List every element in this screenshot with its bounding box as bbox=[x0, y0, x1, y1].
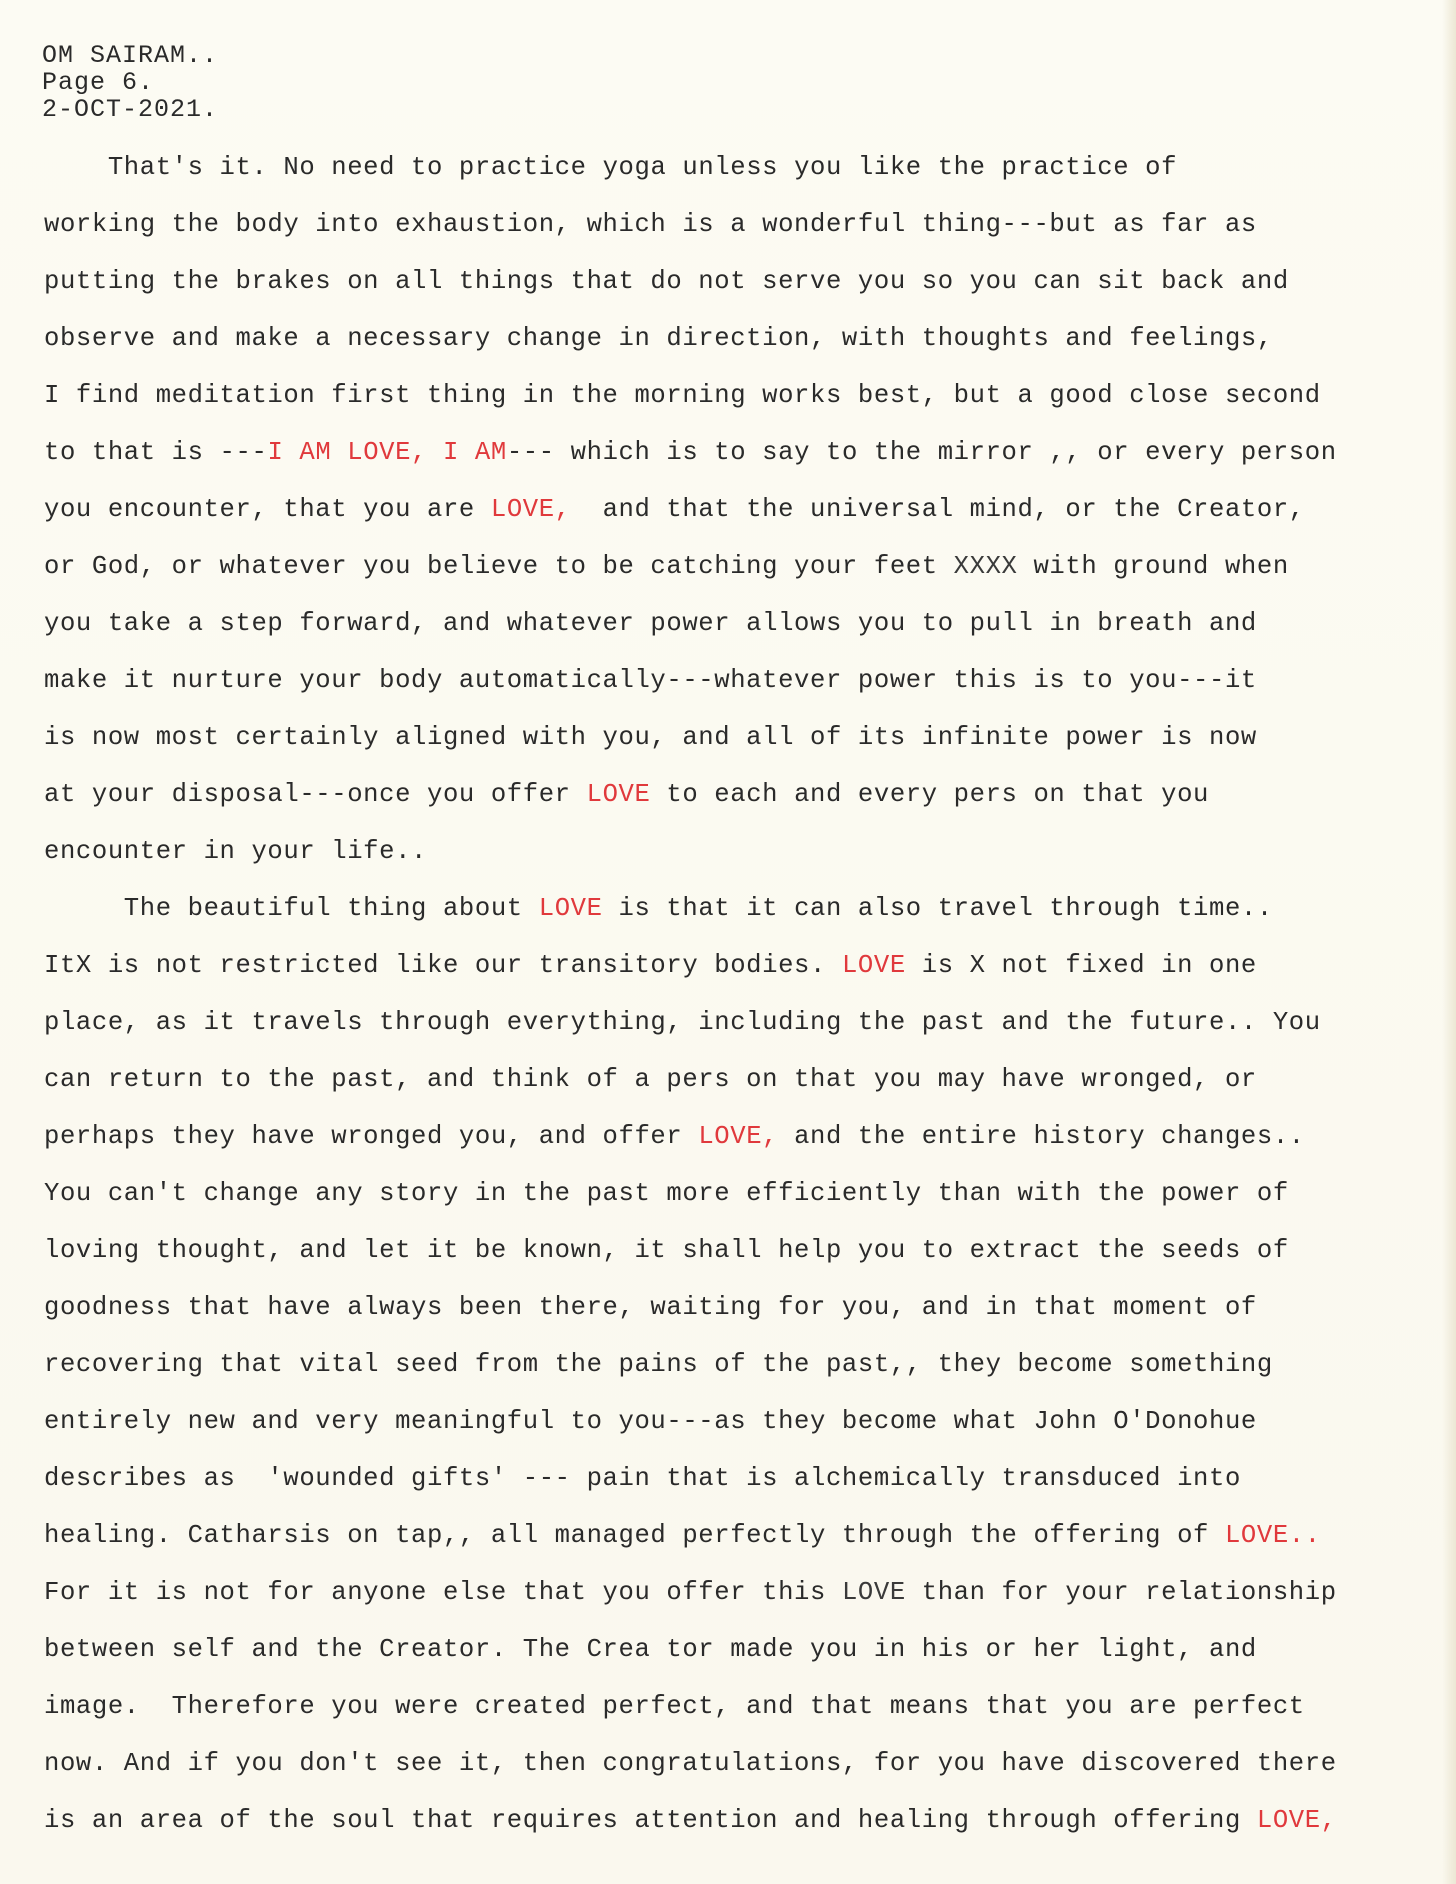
paragraph-indent bbox=[44, 153, 108, 182]
line-text: loving thought, and let it be known, it shall help you to extract the seeds of bbox=[44, 1236, 1289, 1265]
line-text: perhaps they have wronged you, and offer bbox=[44, 1122, 699, 1151]
paragraph-indent bbox=[44, 894, 108, 923]
red-ink-text: LOVE, bbox=[1256, 1806, 1337, 1835]
line-text: can return to the past, and think of a pers on that you may have wronged, or bbox=[44, 1065, 1257, 1094]
line-text: working the body into exhaustion, which is a wonderful thing---but as far as bbox=[44, 210, 1257, 239]
line-text: and the entire history changes.. bbox=[778, 1122, 1305, 1151]
line-text: now. And if you don't see it, then congratulations, for you have discovered there bbox=[44, 1749, 1337, 1778]
line-text: at your disposal---once you offer bbox=[44, 780, 587, 809]
text-line bbox=[44, 1744, 1434, 1801]
text-line bbox=[44, 205, 1434, 262]
line-text: describes as 'wounded gifts' --- pain that is alchemically transduced into bbox=[44, 1464, 1241, 1493]
line-text: recovering that vital seed from the pains of the past,, they become something bbox=[44, 1350, 1273, 1379]
line-text: I find meditation first thing in the morning works best, but a good close second bbox=[44, 381, 1321, 410]
text-line bbox=[44, 775, 1434, 832]
line-text: is X not fixed in one bbox=[905, 951, 1257, 980]
text-line bbox=[44, 490, 1434, 547]
line-text: putting the brakes on all things that do not serve you so you can sit back and bbox=[44, 267, 1289, 296]
paper-edge-shadow bbox=[1442, 0, 1456, 1884]
header-title: OM SAIRAM.. bbox=[42, 41, 219, 70]
text-line bbox=[44, 262, 1434, 319]
text-line bbox=[44, 1516, 1434, 1573]
line-text: entirely new and very meaningful to you---as they become what John O'Donohue bbox=[44, 1407, 1257, 1436]
red-ink-text: LOVE, bbox=[490, 495, 571, 524]
line-text: you encounter, that you are bbox=[44, 495, 491, 524]
text-line bbox=[44, 1060, 1434, 1117]
line-text: between self and the Creator. The Crea tor made you in his or her light, and bbox=[44, 1635, 1257, 1664]
text-line bbox=[44, 1231, 1434, 1288]
red-ink-text: LOVE.. bbox=[1224, 1521, 1321, 1550]
text-line bbox=[44, 1687, 1434, 1744]
line-text: and that the universal mind, or the Creator, bbox=[570, 495, 1305, 524]
text-line bbox=[44, 1288, 1434, 1345]
text-line bbox=[44, 547, 1434, 604]
body-text bbox=[44, 148, 1434, 1858]
text-line bbox=[44, 1459, 1434, 1516]
text-line bbox=[44, 1345, 1434, 1402]
line-text: goodness that have always been there, waiting for you, and in that moment of bbox=[44, 1293, 1257, 1322]
overtyped-text: LOVE bbox=[841, 1578, 906, 1607]
line-text: That's it. No need to practice yoga unless you like the practice of bbox=[107, 153, 1178, 182]
line-text: or God, or whatever you believe to be catching your feet bbox=[44, 552, 954, 581]
line-text: is now most certainly aligned with you, and all of its infinite power is now bbox=[44, 723, 1257, 752]
text-line bbox=[44, 148, 1434, 205]
red-ink-text: LOVE bbox=[586, 780, 651, 809]
page-header bbox=[42, 42, 218, 123]
text-line bbox=[44, 1573, 1434, 1630]
line-text: with ground when bbox=[1017, 552, 1289, 581]
line-text: make it nurture your body automatically---whatever power this is to you---it bbox=[44, 666, 1257, 695]
text-line bbox=[44, 832, 1434, 889]
red-ink-text: LOVE, bbox=[698, 1122, 779, 1151]
line-text: observe and make a necessary change in direction, with thoughts and feelings, bbox=[44, 324, 1273, 353]
line-text: than for your relationship bbox=[905, 1578, 1337, 1607]
line-text: is that it can also travel through time.. bbox=[602, 894, 1273, 923]
overtyped-text: XXXX bbox=[953, 552, 1018, 581]
line-text: encounter in your life.. bbox=[44, 837, 428, 866]
red-ink-text: I AM LOVE, I AM bbox=[267, 438, 507, 467]
line-text: to that is --- bbox=[44, 438, 268, 467]
line-text: For it is not for anyone else that you offer this bbox=[44, 1578, 842, 1607]
line-text: ItX is not restricted like our transitory bodies. bbox=[44, 951, 842, 980]
text-line bbox=[44, 376, 1434, 433]
red-ink-text: LOVE bbox=[841, 951, 906, 980]
text-line bbox=[44, 319, 1434, 376]
line-text: healing. Catharsis on tap,, all managed perfectly through the offering of bbox=[44, 1521, 1225, 1550]
text-line bbox=[44, 1117, 1434, 1174]
text-line bbox=[44, 1402, 1434, 1459]
text-line bbox=[44, 1174, 1434, 1231]
line-text: image. Therefore you were created perfect, and that means that you are perfect bbox=[44, 1692, 1305, 1721]
red-ink-text: LOVE bbox=[538, 894, 603, 923]
line-text: you take a step forward, and whatever power allows you to pull in breath and bbox=[44, 609, 1257, 638]
text-line bbox=[44, 433, 1434, 490]
line-text: You can't change any story in the past more efficiently than with the power of bbox=[44, 1179, 1289, 1208]
text-line bbox=[44, 946, 1434, 1003]
line-text: --- which is to say to the mirror ,, or every person bbox=[506, 438, 1337, 467]
header-page-number: Page 6. bbox=[42, 68, 155, 97]
text-line bbox=[44, 1003, 1434, 1060]
text-line bbox=[44, 1801, 1434, 1858]
line-text: is an area of the soul that requires attention and healing through offering bbox=[44, 1806, 1257, 1835]
line-text: to each and every pers on that you bbox=[650, 780, 1210, 809]
text-line bbox=[44, 1630, 1434, 1687]
text-line bbox=[44, 604, 1434, 661]
line-text: place, as it travels through everything, including the past and the future.. You bbox=[44, 1008, 1321, 1037]
header-date: 2-OCT-2021. bbox=[42, 95, 219, 124]
text-line bbox=[44, 661, 1434, 718]
line-text: The beautiful thing about bbox=[107, 894, 539, 923]
text-line bbox=[44, 718, 1434, 775]
text-line bbox=[44, 889, 1434, 946]
